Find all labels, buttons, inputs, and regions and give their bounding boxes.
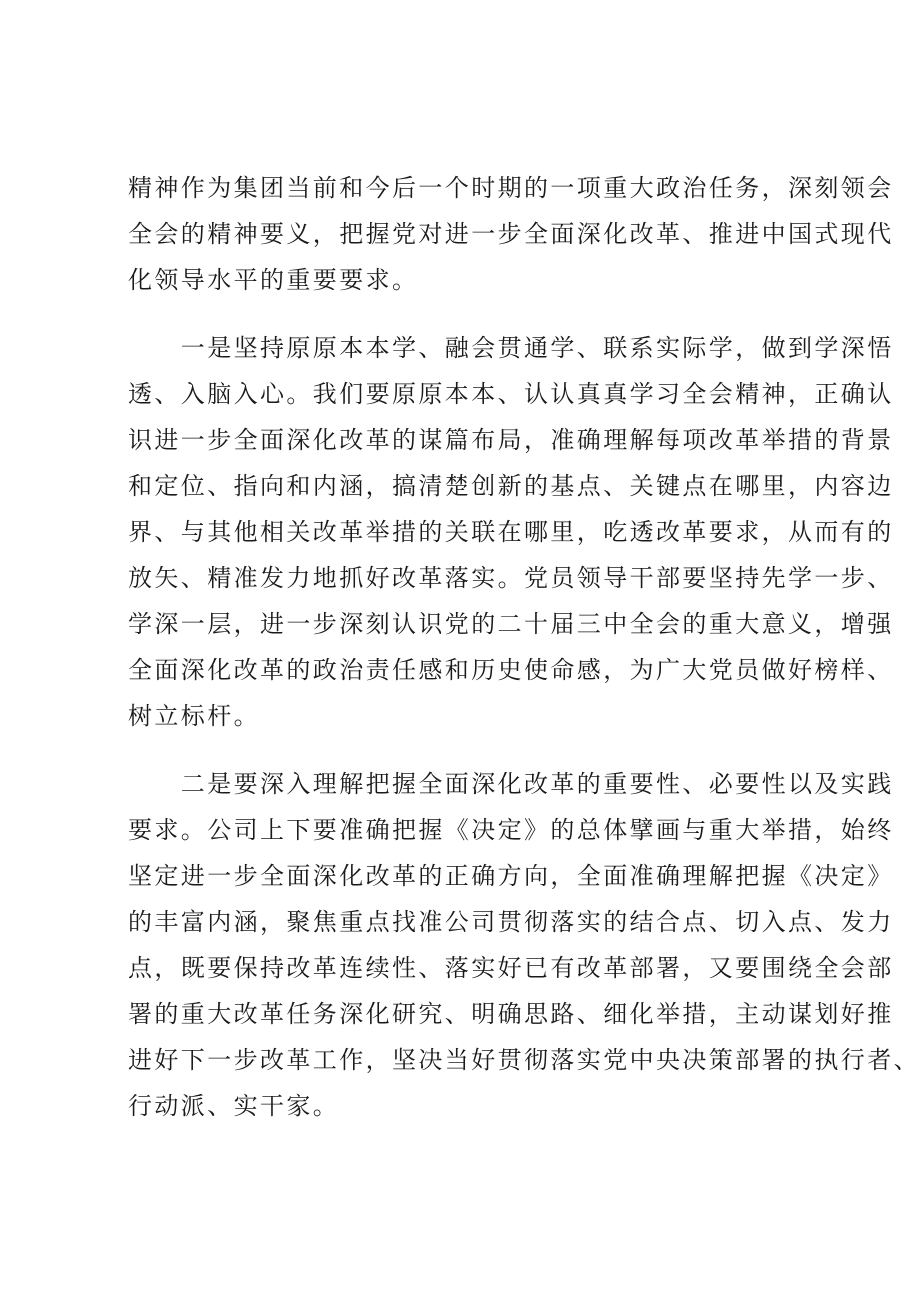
text-line: 学深一层，进一步深刻认识党的二十届三中全会的重大意义，增强 [128,610,894,638]
document-body [128,165,920,1151]
paragraph-intro [128,165,894,303]
text-line: 全面深化改革的政治责任感和历史使命感，为广大党员做好榜样、 [128,656,894,684]
text-line: 透、入脑入心。我们要原原本本、认认真真学习全会精神，正确认 [128,380,894,408]
text-line: 署的重大改革任务深化研究、明确思路、细化举措，主动谋划好推 [128,1000,894,1028]
text-line: 一是坚持原原本本学、融会贯通学、联系实际学，做到学深悟 [128,334,894,362]
text-line: 要求。公司上下要准确把握《决定》的总体擘画与重大举措，始终 [128,816,894,844]
text-line: 识进一步全面深化改革的谋篇布局，准确理解每项改革举措的背景 [128,426,894,454]
text-line: 树立标杆。 [128,702,260,730]
paragraph-point-one [128,325,894,739]
text-line: 精神作为集团当前和今后一个时期的一项重大政治任务，深刻领会 [128,174,894,202]
text-line: 放矢、精准发力地抓好改革落实。党员领导干部要坚持先学一步、 [128,564,894,592]
text-line: 全会的精神要义，把握党对进一步全面深化改革、推进中国式现代 [128,220,894,248]
text-line: 化领导水平的重要要求。 [128,266,419,294]
text-line: 界、与其他相关改革举措的关联在哪里，吃透改革要求，从而有的 [128,518,894,546]
text-line: 行动派、实干家。 [128,1092,340,1120]
text-line: 进好下一步改革工作，坚决当好贯彻落实党中央决策部署的执行者、 [128,1046,920,1074]
text-line: 的丰富内涵，聚焦重点找准公司贯彻落实的结合点、切入点、发力 [128,908,894,936]
paragraph-point-two [128,761,920,1129]
text-line: 坚定进一步全面深化改革的正确方向，全面准确理解把握《决定》 [128,862,894,890]
text-line: 和定位、指向和内涵，搞清楚创新的基点、关键点在哪里，内容边 [128,472,894,500]
text-line: 点，既要保持改革连续性、落实好已有改革部署，又要围绕全会部 [128,954,894,982]
text-line: 二是要深入理解把握全面深化改革的重要性、必要性以及实践 [128,770,894,798]
